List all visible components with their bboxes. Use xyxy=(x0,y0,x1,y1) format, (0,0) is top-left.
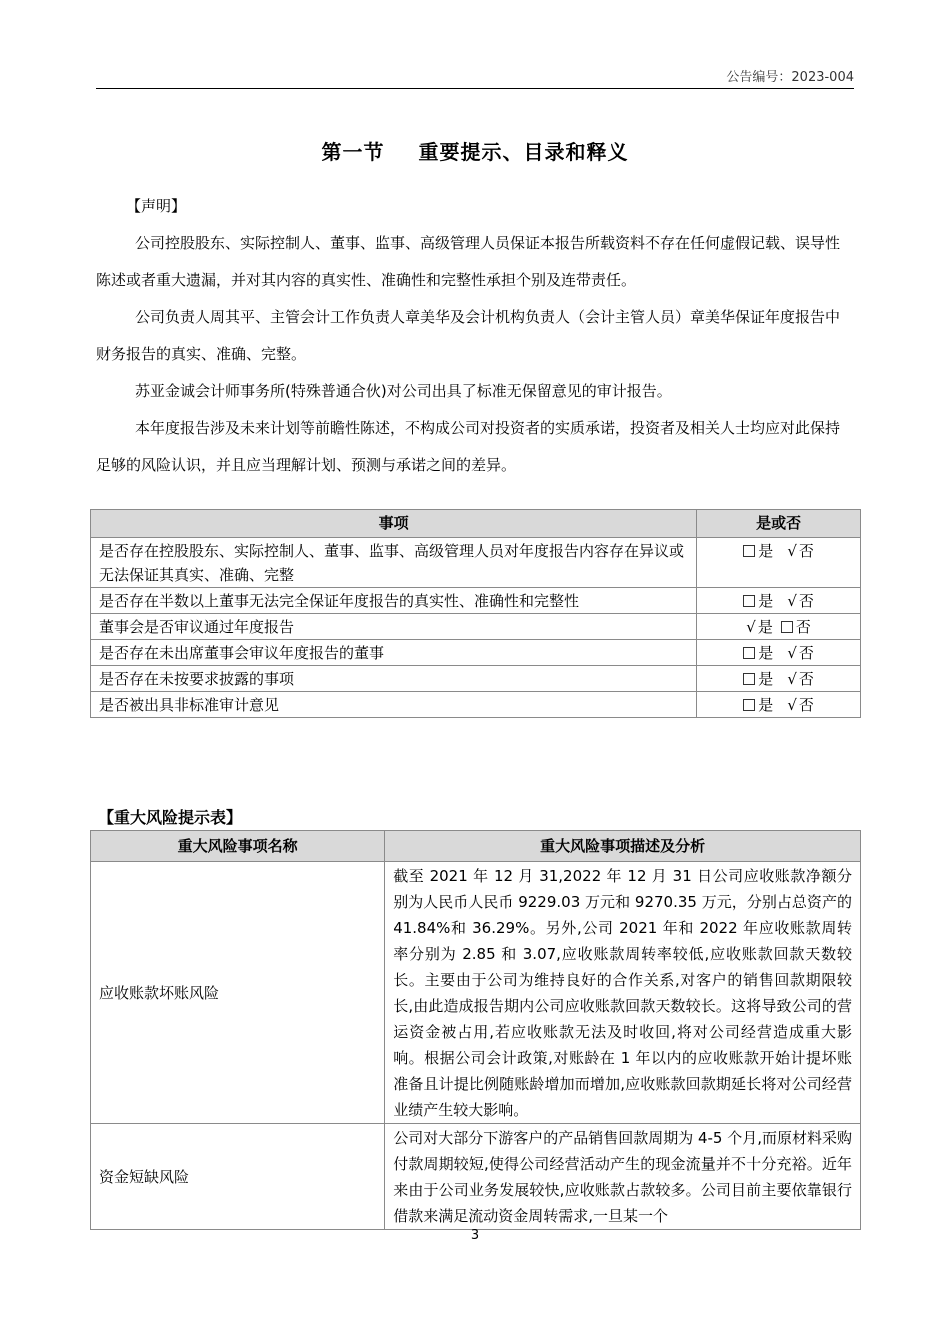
matters-row xyxy=(91,640,861,666)
matters-answer xyxy=(697,614,861,640)
matters-item: 是否存在未按要求披露的事项 xyxy=(91,666,697,692)
matters-answer xyxy=(697,640,861,666)
matters-header-item: 事项 xyxy=(91,510,697,538)
option-label: 是 xyxy=(757,618,773,636)
matters-answer xyxy=(697,692,861,718)
option-label: 是 xyxy=(758,670,774,688)
risk-name: 应收账款坏账风险 xyxy=(91,862,385,1124)
matters-answer xyxy=(697,588,861,614)
statement-paragraph: 本年度报告涉及未来计划等前瞻性陈述，不构成公司对投资者的实质承诺，投资者及相关人士均应对此保持足够的风险认识，并且应当理解计划、预测与承诺之间的差异。 xyxy=(96,419,841,474)
matters-item: 是否被出具非标准审计意见 xyxy=(91,692,697,718)
risk-table-label: 【重大风险提示表】 xyxy=(98,808,243,827)
matters-row xyxy=(91,588,861,614)
option-label: 否 xyxy=(798,542,814,560)
matters-answer xyxy=(697,666,861,692)
matters-item: 董事会是否审议通过年度报告 xyxy=(91,614,697,640)
section-number: 第一节 xyxy=(321,140,385,164)
matters-table xyxy=(90,509,861,718)
page-number: 3 xyxy=(470,1228,480,1243)
risk-description: 公司对大部分下游客户的产品销售回款周期为 4-5 个月,而原材料采购付款周期较短,使得公司经营活动产生的现金流量并不十分充裕。近年来由于公司业务发展较快,应收账款占款较多。公司目前主要依靠银行借款来满足流动资金周转需求,一旦某一个 xyxy=(385,1124,861,1230)
matters-item: 是否存在控股股东、实际控制人、董事、监事、高级管理人员对年度报告内容存在异议或无法保证其真实、准确、完整 xyxy=(91,538,697,588)
check-mark-icon: √ xyxy=(787,592,797,610)
option-label: 否 xyxy=(798,644,814,662)
statement-paragraph: 公司负责人周其平、主管会计工作负责人章美华及会计机构负责人（会计主管人员）章美华保证年度报告中财务报告的真实、准确、完整。 xyxy=(96,308,841,363)
option-label: 是 xyxy=(758,542,774,560)
option-label: 是 xyxy=(758,696,774,714)
header-rule xyxy=(96,88,854,89)
section-heading: 重要提示、目录和释义 xyxy=(418,140,629,164)
option-label: 否 xyxy=(798,670,814,688)
matters-header-answer: 是或否 xyxy=(697,510,861,538)
matters-row xyxy=(91,538,861,588)
unchecked-box-icon xyxy=(743,595,755,607)
check-mark-icon: √ xyxy=(787,696,797,714)
option-label: 否 xyxy=(798,592,814,610)
unchecked-box-icon xyxy=(743,673,755,685)
option-label: 否 xyxy=(795,618,811,636)
risk-table xyxy=(90,830,861,1230)
unchecked-box-icon xyxy=(743,647,755,659)
matters-row xyxy=(91,666,861,692)
statement-paragraph: 苏亚金诚会计师事务所(特殊普通合伙)对公司出具了标准无保留意见的审计报告。 xyxy=(135,382,672,400)
matters-item: 是否存在未出席董事会审议年度报告的董事 xyxy=(91,640,697,666)
risk-row xyxy=(91,1124,861,1230)
unchecked-box-icon xyxy=(743,545,755,557)
section-title xyxy=(0,136,950,165)
matters-item: 是否存在半数以上董事无法完全保证年度报告的真实性、准确性和完整性 xyxy=(91,588,697,614)
matters-row xyxy=(91,614,861,640)
announcement-code: 公告编号：2023-004 xyxy=(726,70,854,85)
statement-paragraph: 公司控股股东、实际控制人、董事、监事、高级管理人员保证本报告所载资料不存在任何虚假记载、误导性陈述或者重大遗漏，并对其内容的真实性、准确性和完整性承担个别及连带责任。 xyxy=(96,234,841,289)
unchecked-box-icon xyxy=(781,621,793,633)
risk-header-name: 重大风险事项名称 xyxy=(91,831,385,862)
check-mark-icon: √ xyxy=(746,618,756,636)
check-mark-icon: √ xyxy=(787,670,797,688)
statement-label: 【声明】 xyxy=(126,197,187,215)
matters-answer xyxy=(697,538,861,588)
unchecked-box-icon xyxy=(743,699,755,711)
check-mark-icon: √ xyxy=(787,542,797,560)
risk-name: 资金短缺风险 xyxy=(91,1124,385,1230)
risk-description: 截至 2021 年 12 月 31,2022 年 12 月 31 日公司应收账款净额分别为人民币人民币 9229.03 万元和 9270.35 万元，分别占总资产的 41.84%和 36.29%。另外,公司 2021 年和 2022 年应收账款周转率分别为 2.85 和 3.07,应收账款周转率较低,应收账款回款天数较长。主要由于公司为维持良好的合作关系,对客户的销售回款期限较长,由此造成报告期内公司应收账款回款天数较长。这将导致公司的营运资金被占用,若应收账款无法及时收回,将对公司经营造成重大影响。根据公司会计政策,对账龄在 1 年以内的应收账款开始计提坏账准备且计提比例随账龄增加而增加,应收账款回款期延长将对公司经营业绩产生较大影响。 xyxy=(385,862,861,1124)
matters-row xyxy=(91,692,861,718)
option-label: 是 xyxy=(758,644,774,662)
risk-row xyxy=(91,862,861,1124)
option-label: 否 xyxy=(798,696,814,714)
check-mark-icon: √ xyxy=(787,644,797,662)
option-label: 是 xyxy=(758,592,774,610)
risk-header-desc: 重大风险事项描述及分析 xyxy=(385,831,861,862)
